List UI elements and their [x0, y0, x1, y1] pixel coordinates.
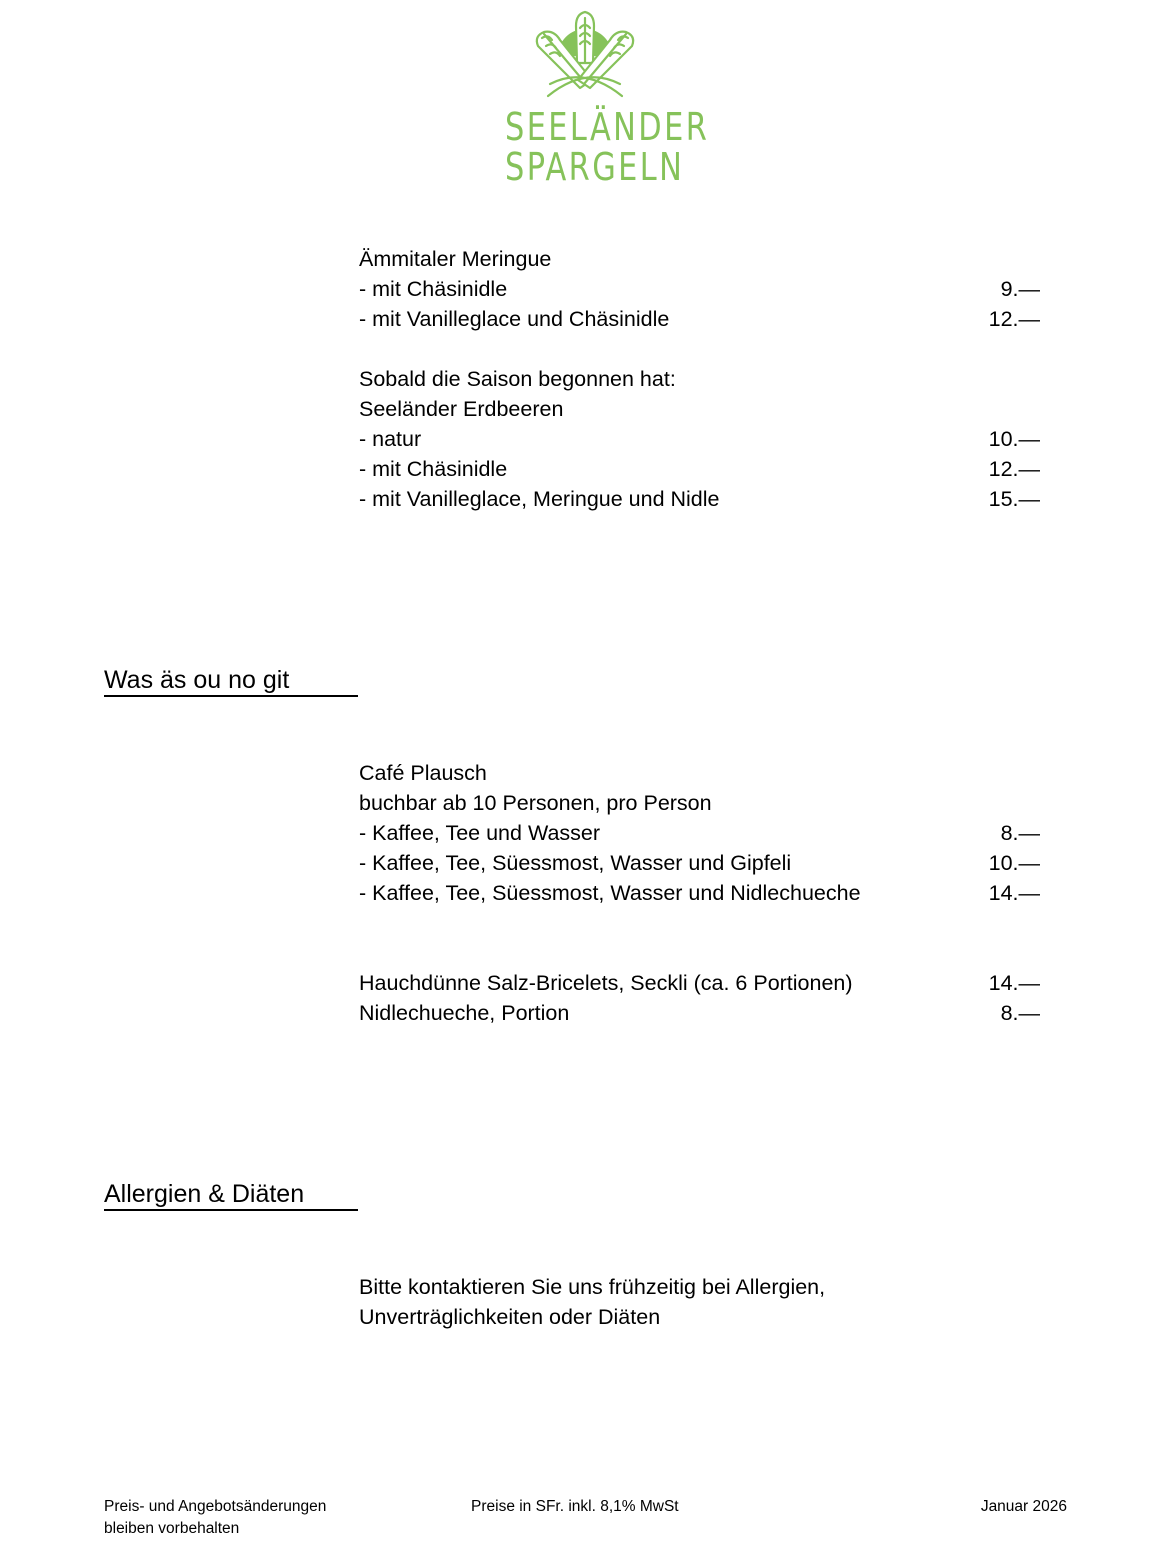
- erdbeeren-note: Sobald die Saison begonnen hat:: [359, 367, 676, 391]
- allergies-text-line-2: Unverträglichkeiten oder Diäten: [359, 1305, 661, 1329]
- footer-date: Januar 2026: [980, 1498, 1067, 1515]
- brand-logo: [485, 8, 710, 189]
- menu-item-price: 12.—: [988, 307, 1040, 331]
- menu-item-price: 8.—: [1000, 821, 1040, 845]
- menu-item-price: 8.—: [1000, 1001, 1040, 1025]
- brand-name-line-1: SEELÄNDER: [505, 105, 710, 149]
- menu-item-price: 10.—: [988, 851, 1040, 875]
- allergies-text-line-1: Bitte kontaktieren Sie uns frühzeitig bei Allergien,: [359, 1275, 826, 1299]
- menu-item-label: - mit Vanilleglace und Chäsinidle: [359, 307, 670, 331]
- footer-vat-note: Preise in SFr. inkl. 8,1% MwSt: [471, 1498, 679, 1515]
- menu-item-label: - mit Chäsinidle: [359, 277, 508, 301]
- menu-item-price: 14.—: [988, 881, 1040, 905]
- menu-item-price: 9.—: [1000, 277, 1040, 301]
- menu-item-price: 14.—: [988, 971, 1040, 995]
- section-heading-allergies: Allergien & Diäten: [104, 1179, 358, 1211]
- menu-item-label: - natur: [359, 427, 422, 451]
- menu-item-label: Hauchdünne Salz-Bricelets, Seckli (ca. 6 Portionen): [359, 971, 853, 995]
- meringue-title: Ämmitaler Meringue: [359, 247, 552, 271]
- footer-disclaimer-line-1: Preis- und Angebotsänderungen: [104, 1498, 327, 1515]
- footer-disclaimer-line-2: bleiben vorbehalten: [104, 1520, 240, 1537]
- menu-item-label: - mit Vanilleglace, Meringue und Nidle: [359, 487, 720, 511]
- footer-disclaimer: [104, 1496, 326, 1540]
- menu-item-label: - mit Chäsinidle: [359, 457, 508, 481]
- section-heading-extras: Was äs ou no git: [104, 665, 358, 697]
- menu-item-label: - Kaffee, Tee, Süessmost, Wasser und Gipfeli: [359, 851, 792, 875]
- menu-item-price: 12.—: [988, 457, 1040, 481]
- menu-item-price: 15.—: [988, 487, 1040, 511]
- cafe-plausch-note: buchbar ab 10 Personen, pro Person: [359, 791, 712, 815]
- cafe-plausch-title: Café Plausch: [359, 761, 487, 785]
- erdbeeren-title: Seeländer Erdbeeren: [359, 397, 564, 421]
- menu-item-label: - Kaffee, Tee und Wasser: [359, 821, 601, 845]
- menu-item-price: 10.—: [988, 427, 1040, 451]
- menu-item-label: Nidlechueche, Portion: [359, 1001, 570, 1025]
- asparagus-logo-icon: [530, 8, 640, 100]
- menu-item-label: - Kaffee, Tee, Süessmost, Wasser und Nidlechueche: [359, 881, 861, 905]
- brand-name-line-2: SPARGELN: [505, 145, 685, 189]
